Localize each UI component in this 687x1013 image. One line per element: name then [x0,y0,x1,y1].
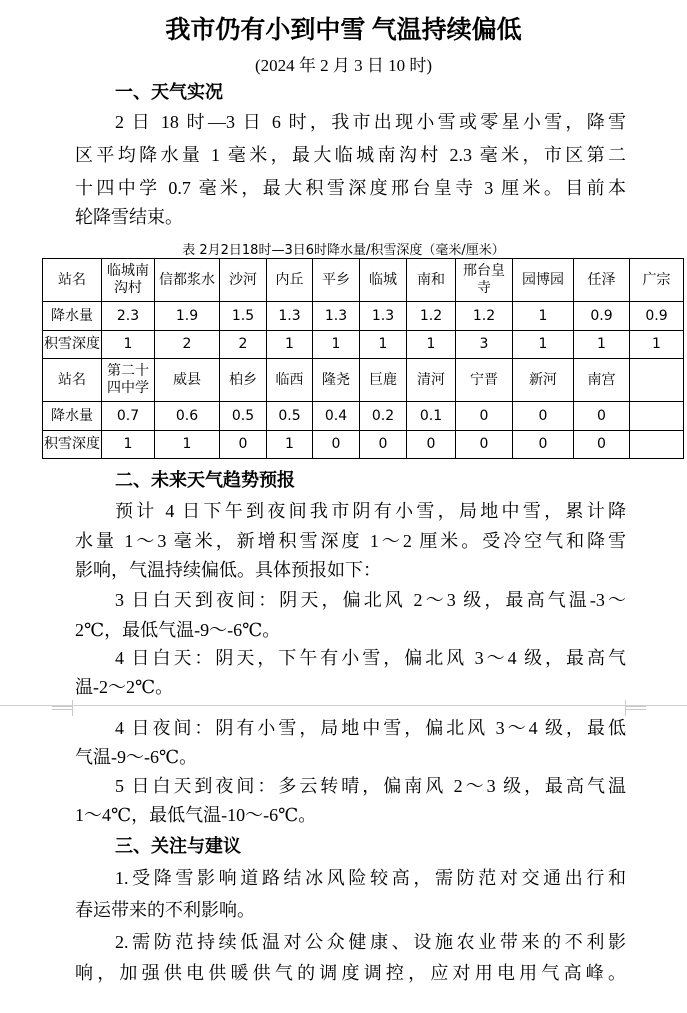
snow-depth-cell: 0 [407,431,456,459]
paragraph-line: 2.需防范持续低温对公众健康、设施农业带来的不利影 [115,932,626,952]
snow-depth-cell: 1 [574,331,630,359]
station-name-cell: 新河 [513,359,574,402]
station-name-cell: 邢台皇寺 [456,259,513,302]
rain-cell: 1 [513,302,574,331]
station-name-cell: 南和 [407,259,456,302]
section-heading-3: 三、关注与建议 [115,836,241,856]
table-caption: 表 2月2日18时—3日6时降水量/积雪深度（毫米/厘米） [182,243,505,258]
paragraph-line: 响，加强供电供暖供气的调度调控，应对用电用气高峰。 [75,963,626,983]
station-name-cell: 园博园 [513,259,574,302]
snow-depth-cell: 1 [313,331,360,359]
snow-depth-cell: 1 [102,331,155,359]
section-heading-2: 二、未来天气趋势预报 [115,470,295,490]
table-row [43,359,684,402]
row-label: 降水量 [43,402,102,431]
rain-cell: 0.4 [313,402,360,431]
row-label: 积雪深度 [43,331,102,359]
paragraph-line: 2 日 18 时—3 日 6 时，我市出现小雪或零星小雪，降雪 [115,112,626,132]
snow-depth-cell: 0 [220,431,267,459]
paragraph-line: 气温-9～-6℃。 [75,747,198,767]
paragraph-line: 轮降雪结束。 [75,207,183,227]
document-date: (2024 年 2 月 3 日 10 时) [254,56,433,75]
snow-depth-cell: 0 [313,431,360,459]
snow-depth-cell: 0 [360,431,407,459]
rain-cell: 1.3 [360,302,407,331]
rain-cell: 0.5 [220,402,267,431]
snow-depth-cell: 0 [456,431,513,459]
page-corner-mark [625,706,646,716]
paragraph-line: 4 日白天：阴天，下午有小雪，偏北风 3～4 级，最高气 [115,648,626,668]
station-name-cell: 南宫 [574,359,630,402]
row-label: 积雪深度 [43,431,102,459]
station-name-cell: 沙河 [220,259,267,302]
snow-depth-cell: 2 [220,331,267,359]
page-corner-mark [52,706,73,716]
rain-cell: 0.6 [155,402,220,431]
paragraph-line: 影响，气温持续偏低。具体预报如下： [75,560,381,580]
snow-depth-cell: 1 [630,331,684,359]
rain-cell: 1.2 [407,302,456,331]
snow-depth-cell: 1 [267,431,313,459]
rain-cell: 0.2 [360,402,407,431]
page-break [0,705,687,706]
station-name-cell: 临城南沟村 [102,259,155,302]
snow-depth-cell: 1 [513,331,574,359]
precipitation-table [42,258,684,459]
rain-cell: 1.9 [155,302,220,331]
station-name-cell: 威县 [155,359,220,402]
station-name-cell: 内丘 [267,259,313,302]
snow-depth-cell: 1 [267,331,313,359]
station-name-cell: 巨鹿 [360,359,407,402]
rain-cell: 1.3 [267,302,313,331]
row-label: 站名 [43,359,102,402]
row-label: 降水量 [43,302,102,331]
table-row [43,402,684,431]
rain-cell: 0.1 [407,402,456,431]
snow-depth-cell: 2 [155,331,220,359]
station-name-cell: 柏乡 [220,359,267,402]
station-name-cell [630,359,684,402]
snow-depth-cell: 0 [574,431,630,459]
station-name-cell: 临城 [360,259,407,302]
rain-cell: 0.5 [267,402,313,431]
snow-depth-cell: 3 [456,331,513,359]
rain-cell: 1.5 [220,302,267,331]
rain-cell: 1.3 [313,302,360,331]
paragraph-line: 3 日白天到夜间：阴天，偏北风 2～3 级，最高气温-3～ [115,590,626,610]
paragraph-line: 5 日白天到夜间：多云转晴，偏南风 2～3 级，最高气温 [115,776,626,796]
station-name-cell: 任泽 [574,259,630,302]
station-name-cell: 隆尧 [313,359,360,402]
rain-cell: 1.2 [456,302,513,331]
paragraph-line: 春运带来的不利影响。 [75,900,255,920]
paragraph-line: 预计 4 日下午到夜间我市阴有小雪，局地中雪，累计降 [115,501,626,521]
paragraph-line: 水量 1～3 毫米，新增积雪深度 1～2 厘米。受冷空气和降雪 [75,531,626,551]
station-name-cell: 宁晋 [456,359,513,402]
rain-cell: 0 [574,402,630,431]
table-row [43,431,684,459]
snow-depth-cell: 1 [155,431,220,459]
station-name-cell: 清河 [407,359,456,402]
snow-depth-cell [630,431,684,459]
table-row [43,331,684,359]
snow-depth-cell: 1 [360,331,407,359]
paragraph-line: 十四中学 0.7 毫米，最大积雪深度邢台皇寺 3 厘米。目前本 [75,178,626,198]
snow-depth-cell: 0 [513,431,574,459]
rain-cell: 2.3 [102,302,155,331]
section-heading-1: 一、天气实况 [115,82,223,102]
rain-cell: 0.7 [102,402,155,431]
station-name-cell: 广宗 [630,259,684,302]
paragraph-line: 1～4℃，最低气温-10～-6℃。 [75,805,317,825]
station-name-cell: 第二十四中学 [102,359,155,402]
table-row [43,259,684,302]
paragraph-line: 区平均降水量 1 毫米，最大临城南沟村 2.3 毫米，市区第二 [75,145,626,165]
rain-cell: 0 [513,402,574,431]
row-label: 站名 [43,259,102,302]
rain-cell: 0.9 [574,302,630,331]
paragraph-line: 温-2～2℃。 [75,677,174,697]
document-title: 我市仍有小到中雪 气温持续偏低 [165,17,522,44]
snow-depth-cell: 1 [102,431,155,459]
paragraph-line: 4 日夜间：阴有小雪，局地中雪，偏北风 3～4 级，最低 [115,718,626,738]
paragraph-line: 2℃，最低气温-9～-6℃。 [75,620,281,640]
rain-cell [630,402,684,431]
rain-cell: 0.9 [630,302,684,331]
station-name-cell: 临西 [267,359,313,402]
station-name-cell: 信都浆水 [155,259,220,302]
rain-cell: 0 [456,402,513,431]
snow-depth-cell: 1 [407,331,456,359]
paragraph-line: 1.受降雪影响道路结冰风险较高，需防范对交通出行和 [115,868,626,888]
table-row [43,302,684,331]
station-name-cell: 平乡 [313,259,360,302]
